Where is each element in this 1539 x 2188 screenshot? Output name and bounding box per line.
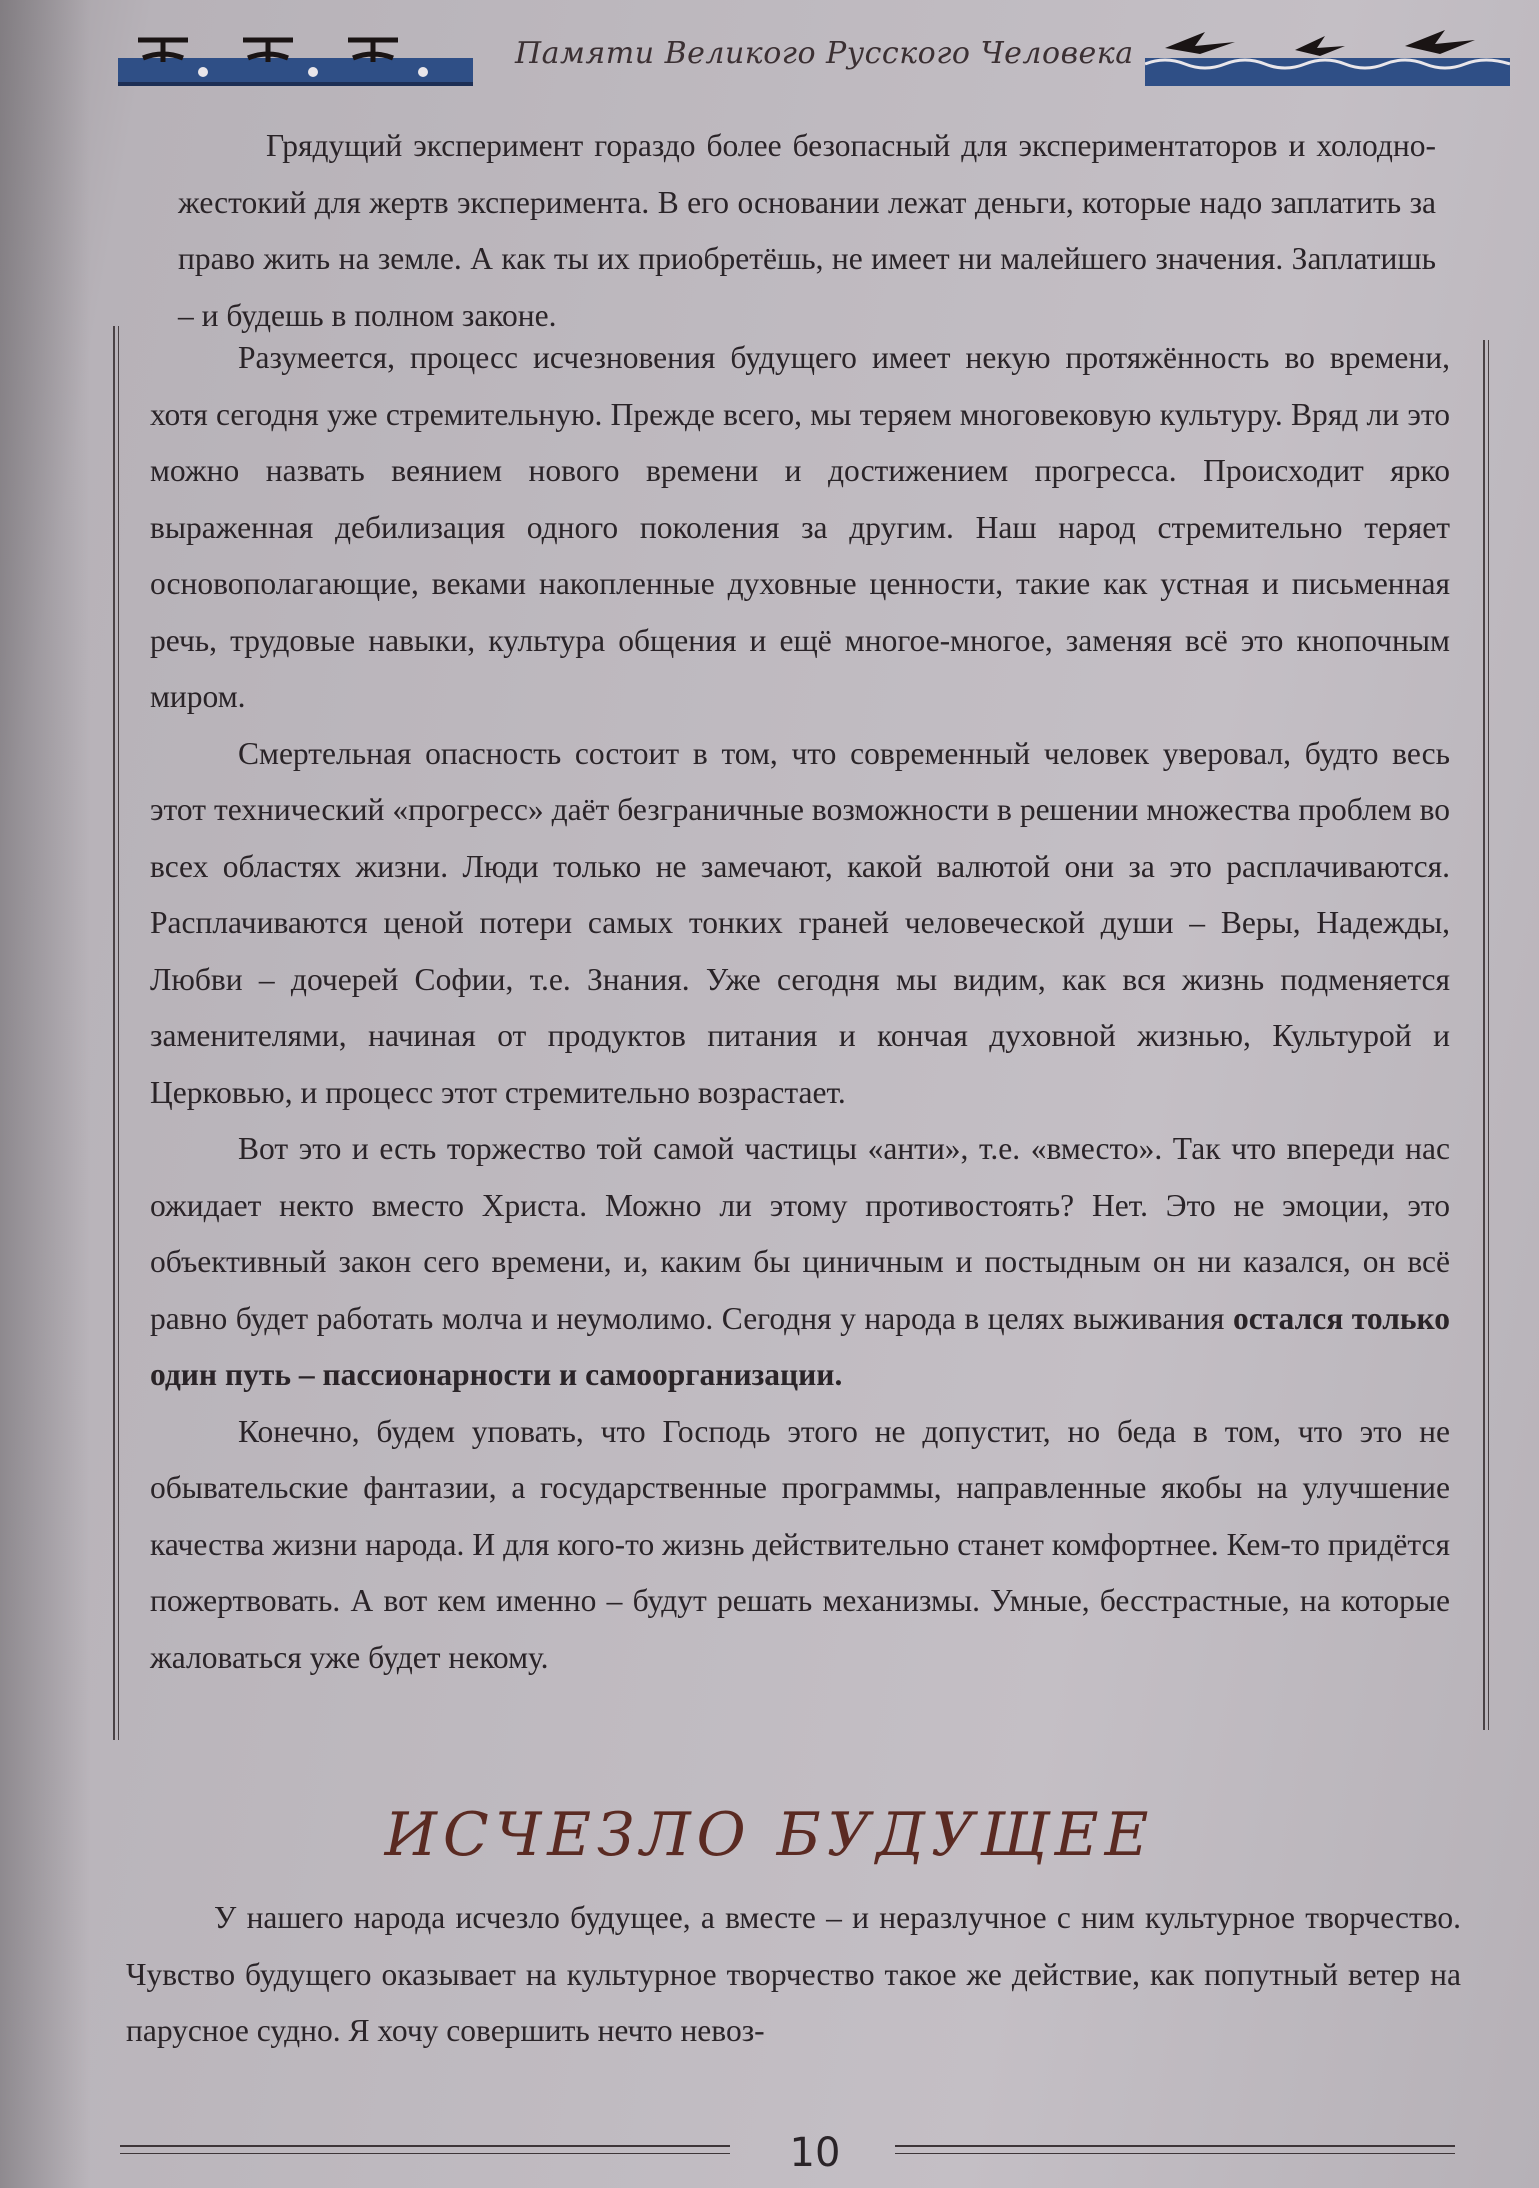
- paragraph: Грядущий эксперимент гораздо более безопасный для экспериментаторов и холодно-жестокий для жертв эксперимента. В его основании лежат деньги, которые надо заплатить за право жить на земле. А как ты их приобретёшь, не имеет ни малейшего значения. Заплатишь – и будешь в полном законе.: [178, 128, 1436, 333]
- cranes-pattern-left-icon: [118, 28, 473, 90]
- section-heading: ИСЧЕЗЛО БУДУЩЕЕ: [384, 1800, 1155, 1870]
- frame-left-rule: [113, 326, 119, 1740]
- paragraph: Конечно, будем уповать, что Господь этого не допустит, но беда в том, что это не обывательские фантазии, а государственные программы, направленные якобы на улучшение качества жизни народа. И для кого-то жизнь действительно станет комфортнее. Кем-то придётся пожертвовать. А вот кем именно – будут решать механизмы. Умные, бесстрастные, на которые жаловаться уже будет некому.: [150, 1413, 1450, 1675]
- bold-emphasis: остался только один путь – пассионарности и самоорганизации.: [150, 1300, 1451, 1392]
- intro-text-block: [178, 118, 1436, 344]
- page-number: 10: [789, 2130, 841, 2176]
- running-title: Памяти Великого Русского Человека: [515, 36, 1134, 71]
- footer-rule-right: [895, 2145, 1455, 2154]
- paragraph: Разумеется, процесс исчезновения будущего имеет некую протяжённость во времени, хотя сегодня уже стремительную. Прежде всего, мы теряем многовековую культуру. Вряд ли это можно назвать веянием нового времени и достижением прогресса. Происходит ярко выраженная дебилизация одного поколения за другим. Наш народ стремительно теряет основополагающие, веками накопленные духовные ценности, такие как устная и письменная речь, трудовые навыки, культура общения и ещё многое-многое, заменяя всё это кнопочным миром.: [150, 340, 1450, 714]
- footer-rule-left: [120, 2145, 730, 2154]
- section-text-block: [126, 1890, 1461, 2060]
- flying-birds-waves-icon: [1145, 28, 1510, 90]
- paragraph-text: Вот это и есть торжество той самой частицы «анти», т.е. «вместо». Так что впереди нас ожидает некто вместо Христа. Можно ли этому противостоять? Нет. Это не эмоции, это объективный закон сего времени, и, каким бы циничным и постыдным он ни казался, он всё равно будет работать молча и неумолимо. Сегодня у народа в целях выживания: [150, 1131, 1450, 1336]
- framed-text-block: [150, 330, 1450, 1686]
- frame-right-rule: [1483, 340, 1489, 1730]
- paragraph: [150, 1121, 1450, 1404]
- paragraph: Смертельная опасность состоит в том, что современный человек уверовал, будто весь этот технический «прогресс» даёт безграничные возможности в решении множества проблем во всех областях жизни. Люди только не замечают, какой валютой они за это расплачиваются. Расплачиваются ценой потери самых тонких граней человеческой души – Веры, Надежды, Любви – дочерей Софии, т.е. Знания. Уже сегодня мы видим, как вся жизнь подменяется заменителями, начиная от продуктов питания и кончая духовной жизнью, Культурой и Церковью, и процесс этот стремительно возрастает.: [150, 735, 1450, 1110]
- paragraph: У нашего народа исчезло будущее, а вместе – и неразлучное с ним культурное творчество. Чувство будущего оказывает на культурное творчество такое же действие, как попутный ветер на парусное судно. Я хочу совершить нечто невоз-: [126, 1900, 1461, 2048]
